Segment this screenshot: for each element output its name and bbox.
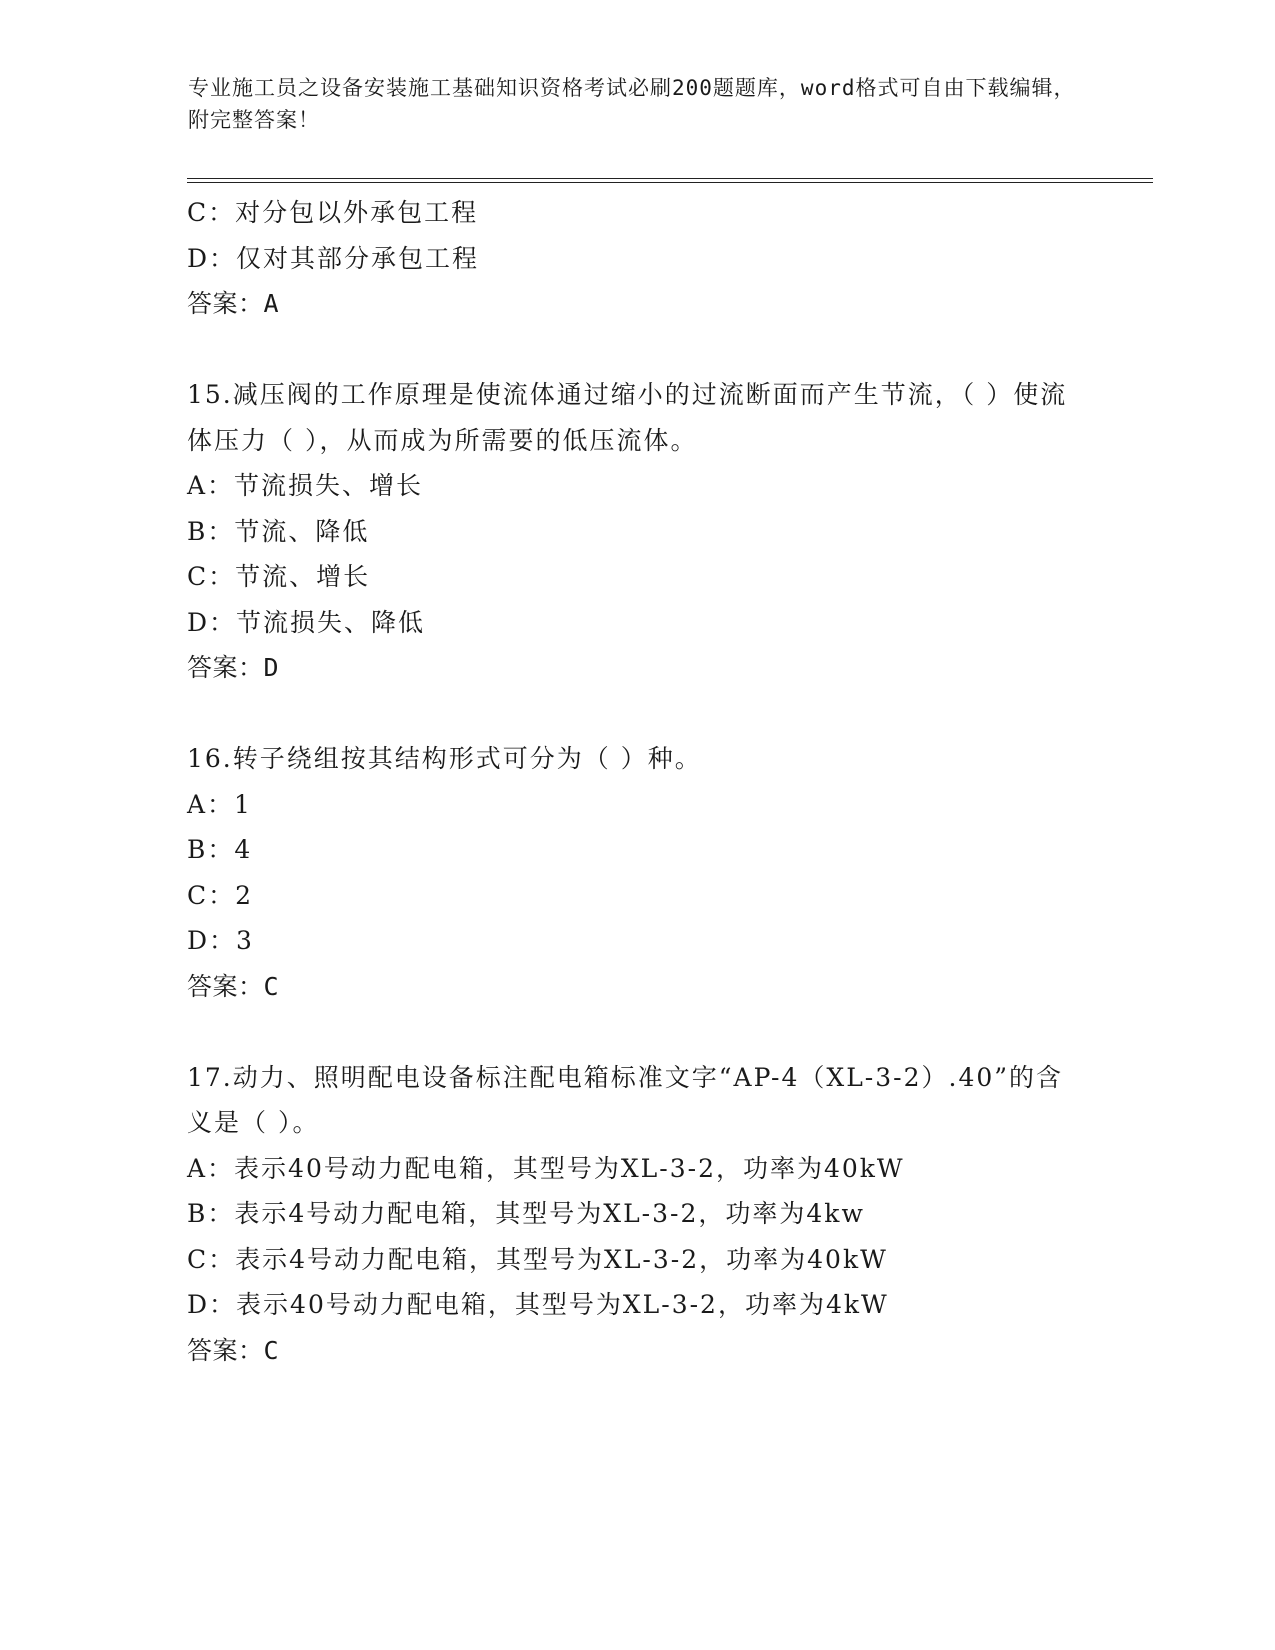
question-stem: 17.动力、照明配电设备标注配电箱标准文字“AP-4（XL-3-2）.40”的含义是（ ）。 [187, 1062, 1064, 1137]
option-d: D：节流损失、降低 [187, 607, 426, 637]
option-c: C：表示4号动力配电箱，其型号为XL-3-2，功率为40kW [187, 1244, 888, 1274]
header-divider [187, 178, 1153, 183]
question-17 [187, 1055, 1087, 1374]
option-b: B：4 [187, 835, 253, 864]
option-b: B：表示4号动力配电箱，其型号为XL-3-2，功率为4kw [187, 1199, 865, 1228]
option-d: D：仅对其部分承包工程 [187, 243, 480, 273]
previous-question-tail [187, 190, 1087, 327]
question-list [187, 190, 1087, 1373]
option-b: B：节流、降低 [187, 516, 370, 546]
option-a: A：1 [187, 789, 252, 819]
option-a: A：表示40号动力配电箱，其型号为XL-3-2，功率为40kW [187, 1153, 905, 1183]
option-d: D：表示40号动力配电箱，其型号为XL-3-2，功率为4kW [187, 1290, 889, 1319]
answer-line: 答案：C [187, 1335, 280, 1365]
answer-line: 答案：A [187, 289, 280, 318]
option-c: C：节流、增长 [187, 562, 371, 591]
option-c: C：2 [187, 880, 254, 910]
option-a: A：节流损失、增长 [187, 471, 424, 500]
answer-line: 答案：C [187, 971, 280, 1001]
question-15 [187, 372, 1087, 691]
page-header: 专业施工员之设备安装施工基础知识资格考试必刷200题题库，word格式可自由下载编辑，附完整答案！ [188, 76, 1076, 132]
question-stem: 16.转子绕组按其结构形式可分为（ ）种。 [187, 744, 702, 773]
question-16 [187, 736, 1087, 1009]
option-d: D：3 [187, 926, 254, 955]
answer-line: 答案：D [187, 653, 280, 682]
option-c: C：对分包以外承包工程 [187, 198, 479, 227]
question-stem: 15.减压阀的工作原理是使流体通过缩小的过流断面而产生节流，（ ）使流体压力（ ），从而成为所需要的低压流体。 [187, 380, 1068, 455]
